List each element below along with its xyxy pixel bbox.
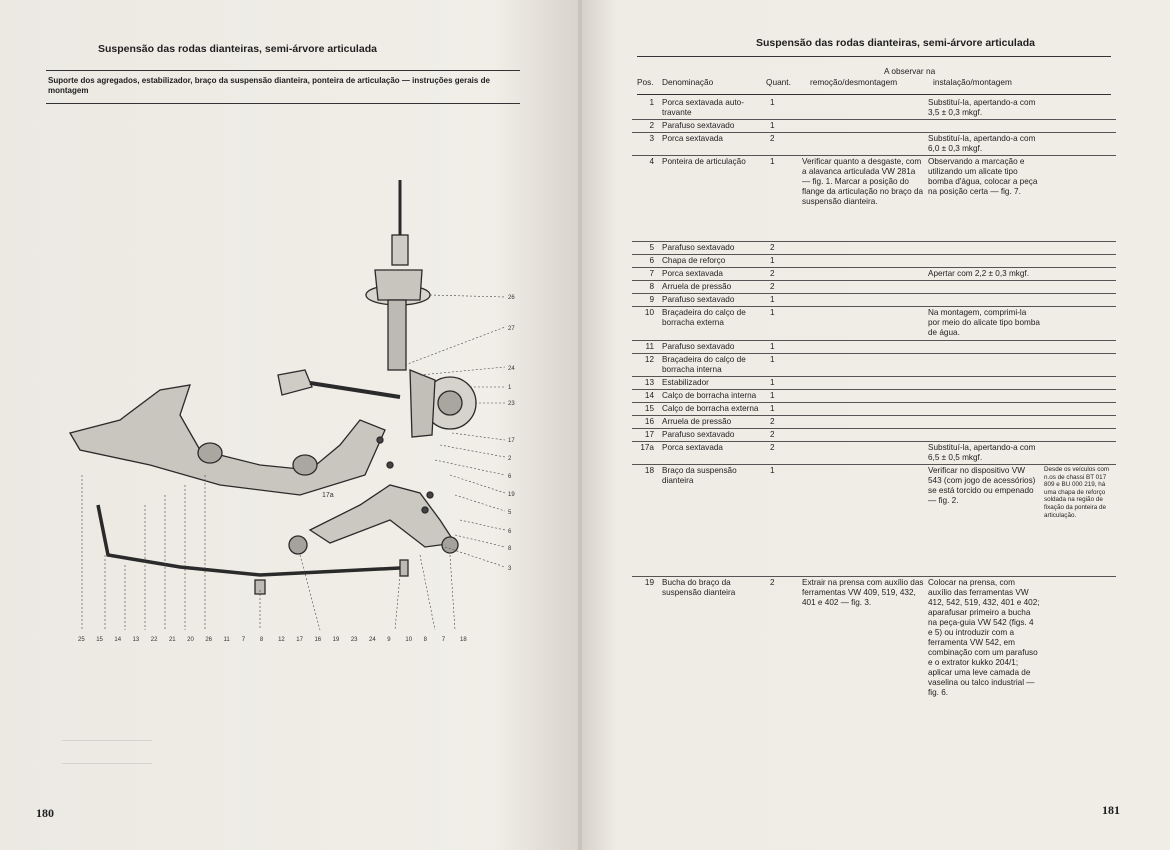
- header-qty: Quant.: [766, 77, 791, 87]
- callout-bottom-6: 20: [187, 637, 194, 643]
- row-removal: [800, 294, 926, 307]
- callout-bottom-21: 18: [460, 637, 467, 643]
- row-pos: 3: [632, 133, 660, 156]
- row-removal: [800, 268, 926, 281]
- table-row: [632, 255, 1116, 268]
- row-install: [926, 377, 1042, 390]
- row-qty: 1: [768, 255, 800, 268]
- row-name: Estabilizador: [660, 377, 768, 390]
- row-removal: Verificar quanto a desgaste, com a alavanca articulada VW 281a — fig. 1. Marcar a posição do flange da articulação no braço da suspensão dianteira.: [800, 156, 926, 242]
- row-pos: 1: [632, 97, 660, 120]
- table-row: [632, 97, 1116, 120]
- row-qty: 2: [768, 268, 800, 281]
- table-row: [632, 242, 1116, 255]
- row-name: Porca sextavada auto-travante: [660, 97, 768, 120]
- row-name: Parafuso sextavado: [660, 341, 768, 354]
- callout-bottom-8: 11: [223, 637, 230, 643]
- left-page-number: 180: [36, 806, 54, 820]
- row-pos: 17a: [632, 442, 660, 465]
- row-name: Braçadeira do calço de borracha externa: [660, 307, 768, 341]
- row-qty: 2: [768, 133, 800, 156]
- row-pos: 8: [632, 281, 660, 294]
- callout-bottom-18: 10: [405, 637, 413, 643]
- callout-right-4: 23: [508, 401, 515, 407]
- callout-bottom-2: 14: [114, 637, 122, 643]
- row-install: Apertar com 2,2 ± 0,3 mkgf.: [926, 268, 1042, 281]
- left-page: [0, 0, 580, 850]
- row-install: Substituí-la, apertando-a com 6,0 ± 0,3 mkgf.: [926, 133, 1042, 156]
- row-name: Braçadeira do calço de borracha interna: [660, 354, 768, 377]
- table-row: [632, 156, 1116, 242]
- callout-right-10: 6: [508, 529, 512, 535]
- row-pos: 10: [632, 307, 660, 341]
- header-name: Denominação: [662, 77, 714, 87]
- callout-right-7: 6: [508, 474, 512, 480]
- row-pos: 11: [632, 341, 660, 354]
- parts-table: [632, 97, 1116, 727]
- callout-bottom-9: 7: [241, 637, 246, 643]
- row-pos: 13: [632, 377, 660, 390]
- row-install: Observando a marcação e utilizando um alicate tipo bomba d'água, colocar a peça na posição certa — fig. 7.: [926, 156, 1042, 242]
- row-removal: [800, 354, 926, 377]
- table-row: [632, 390, 1116, 403]
- row-qty: 1: [768, 403, 800, 416]
- row-name: Bucha do braço da suspensão dianteira: [662, 578, 736, 597]
- row-qty: 1: [768, 156, 800, 242]
- row-name: Calço de borracha externa: [660, 403, 768, 416]
- row-note: [1042, 390, 1116, 403]
- row-removal: [800, 403, 926, 416]
- row-note: [1042, 255, 1116, 268]
- row-removal: [800, 390, 926, 403]
- row-pos: 17: [632, 429, 660, 442]
- row-removal: [800, 133, 926, 156]
- row-note: [1042, 242, 1116, 255]
- row-qty: 1: [768, 97, 800, 120]
- callout-bottom-15: 23: [350, 637, 358, 643]
- row-note: [1042, 577, 1116, 727]
- row-name: Parafuso sextavado: [660, 242, 768, 255]
- row-pos: 6: [632, 255, 660, 268]
- callout-bottom-17: 9: [387, 637, 391, 643]
- left-page-subtitle: Suporte dos agregados, estabilizador, braço da suspensão dianteira, ponteira de articulação — instruções gerais de montagem: [48, 76, 490, 95]
- row-qty: 1: [768, 377, 800, 390]
- row-pos: 7: [632, 268, 660, 281]
- row-note: [1042, 341, 1116, 354]
- row-qty: 1: [768, 341, 800, 354]
- strut-drawing: [70, 180, 476, 594]
- exploded-suspension-diagram: [60, 175, 530, 655]
- row-qty: 2: [768, 416, 800, 429]
- row-note: [1042, 97, 1116, 120]
- row-removal: [800, 416, 926, 429]
- table-row: [632, 294, 1116, 307]
- row-removal: [800, 97, 926, 120]
- row-pos: 15: [632, 403, 660, 416]
- table-row: [632, 442, 1116, 465]
- header-rule: [637, 94, 1111, 95]
- callout-bottom-19: 8: [423, 637, 427, 643]
- row-note: [1042, 377, 1116, 390]
- row-removal: [800, 255, 926, 268]
- row-qty: 2: [768, 442, 800, 465]
- left-page-title: Suspensão das rodas dianteiras, semi-árvore articulada: [98, 43, 377, 55]
- row-name: Ponteira de articulação: [660, 156, 768, 242]
- row-note: [1042, 281, 1116, 294]
- row-pos: 9: [632, 294, 660, 307]
- row-name: Porca sextavada: [660, 268, 768, 281]
- callout-right-0: 26: [508, 295, 515, 301]
- row-note: [1042, 133, 1116, 156]
- callout-right-2: 24: [508, 366, 515, 372]
- row-note: [1042, 416, 1116, 429]
- row-removal: [800, 429, 926, 442]
- callout-right-3: 1: [508, 385, 512, 391]
- callout-bottom-5: 21: [168, 637, 176, 643]
- table-row: [632, 429, 1116, 442]
- row-qty: 1: [768, 294, 800, 307]
- table-row: [632, 120, 1116, 133]
- callouts-bottom-group: [78, 637, 467, 643]
- callout-right-1: 27: [508, 326, 515, 332]
- callout-bottom-0: 25: [78, 637, 85, 643]
- table-row: [632, 403, 1116, 416]
- callout-bottom-13: 16: [314, 637, 322, 643]
- row-name: Parafuso sextavado: [660, 294, 768, 307]
- right-title-rule: [637, 56, 1111, 57]
- callout-bottom-7: 26: [205, 637, 213, 643]
- row-note: [1042, 403, 1116, 416]
- callout-right-6: 2: [508, 456, 512, 462]
- header-install: instalação/montagem: [933, 77, 1012, 87]
- row-removal: [800, 120, 926, 133]
- table-row: [632, 465, 1116, 577]
- row-pos: 4: [632, 156, 660, 242]
- row-note: Desde os veículos com n.os de chassi BT 017 809 e BU 000 219, há uma chapa de reforço soldada na região de fixação da ponteira de articulação.: [1042, 465, 1116, 577]
- row-name: Parafuso sextavado: [660, 429, 768, 442]
- row-note: [1042, 307, 1116, 341]
- row-name: Braço da suspensão dianteira: [660, 465, 768, 577]
- row-install: [926, 429, 1042, 442]
- callout-right-12: 3: [508, 566, 512, 572]
- callout-bottom-3: 13: [132, 637, 140, 643]
- row-removal: [800, 377, 926, 390]
- table-row: [632, 377, 1116, 390]
- row-pos: 2: [632, 120, 660, 133]
- row-note: [1042, 354, 1116, 377]
- header-removal: remoção/desmontagem: [810, 77, 898, 87]
- table-row: [632, 133, 1116, 156]
- row-name: Porca sextavada: [660, 442, 768, 465]
- left-subtitle-rule: [46, 103, 520, 104]
- row-install: Substituí-la, apertando-a com 3,5 ± 0,3 mkgf.: [926, 97, 1042, 120]
- row-qty: 1: [768, 354, 800, 377]
- table-row: [632, 577, 1116, 727]
- row-qty: 2: [768, 281, 800, 294]
- left-title-rule: [46, 70, 520, 71]
- callout-bottom-16: 24: [369, 637, 376, 643]
- row-install: [926, 354, 1042, 377]
- callout-right-8: 19: [508, 492, 515, 498]
- row-qty: 2: [768, 429, 800, 442]
- row-install: [926, 390, 1042, 403]
- table-row: [632, 307, 1116, 341]
- row-removal: [800, 442, 926, 465]
- table-row: [632, 416, 1116, 429]
- callout-bottom-1: 15: [96, 637, 103, 643]
- row-install: Verificar no dispositivo VW 543 (com jogo de acessórios) se está torcido ou empenado — fig. 2.: [926, 465, 1042, 577]
- table-row: [632, 354, 1116, 377]
- row-install: [926, 120, 1042, 133]
- callout-bottom-12: 17: [296, 637, 303, 643]
- row-pos: 19: [644, 578, 654, 587]
- row-install: [926, 255, 1042, 268]
- row-note: [1042, 268, 1116, 281]
- row-pos: 16: [632, 416, 660, 429]
- row-install: [926, 403, 1042, 416]
- row-qty: 1: [768, 120, 800, 133]
- row-qty: 2: [770, 578, 775, 587]
- callout-17a: 17a: [322, 492, 334, 499]
- row-pos: 18: [632, 465, 660, 577]
- row-install: [926, 242, 1042, 255]
- row-name: Chapa de reforço: [660, 255, 768, 268]
- row-name: Porca sextavada: [660, 133, 768, 156]
- header-observe: A observar na: [884, 66, 936, 76]
- row-note: [1042, 156, 1116, 242]
- callout-bottom-4: 22: [150, 637, 158, 643]
- right-page-number: 181: [1102, 803, 1120, 817]
- row-install: [926, 416, 1042, 429]
- right-page: [582, 0, 1170, 850]
- row-note: [1042, 294, 1116, 307]
- row-pos: 14: [632, 390, 660, 403]
- row-pos: 12: [632, 354, 660, 377]
- callout-bottom-11: 12: [278, 637, 285, 643]
- row-install: Substituí-la, apertando-a com 6,5 ± 0,5 mkgf.: [926, 442, 1042, 465]
- row-removal: [800, 465, 926, 577]
- bleed-through-mark: [62, 740, 152, 764]
- table-row: [632, 268, 1116, 281]
- callout-right-5: 17: [508, 438, 515, 444]
- callout-right-11: 8: [508, 546, 512, 552]
- row-qty: 2: [768, 242, 800, 255]
- row-name: Calço de borracha interna: [660, 390, 768, 403]
- row-name: Parafuso sextavado: [660, 120, 768, 133]
- header-pos: Pos.: [637, 77, 654, 87]
- row-install: Colocar na prensa, com auxílio das ferramentas VW 412, 542, 519, 432, 401 e 402; aparafusar primeiro a bucha na peça-guia VW 542 (figs. 4 e 5) ou introduzir com a ferramenta VW 542, em combinação com um parafuso e o extrator kukko 204/1; aplicar uma leve camada de vaselina ou talco industrial — fig. 6.: [928, 578, 1040, 697]
- callout-bottom-14: 19: [332, 637, 340, 643]
- row-install: [926, 281, 1042, 294]
- row-removal: [800, 242, 926, 255]
- right-page-title: Suspensão das rodas dianteiras, semi-árvore articulada: [756, 37, 1035, 49]
- callout-right-9: 5: [508, 510, 512, 516]
- callouts-right-group: [508, 295, 515, 572]
- row-note: [1042, 429, 1116, 442]
- row-install: Na montagem, comprimi-la por meio do alicate tipo bomba de água.: [926, 307, 1042, 341]
- row-removal: Extrair na prensa com auxílio das ferramentas VW 409, 519, 432, 401 e 402 — fig. 3.: [802, 578, 924, 607]
- row-removal: [800, 341, 926, 354]
- row-removal: [800, 307, 926, 341]
- row-note: [1042, 442, 1116, 465]
- row-qty: 1: [768, 465, 800, 577]
- row-note: [1042, 120, 1116, 133]
- row-install: [926, 341, 1042, 354]
- row-qty: 1: [768, 307, 800, 341]
- callout-bottom-10: 8: [259, 637, 264, 643]
- row-pos: 5: [632, 242, 660, 255]
- row-qty: 1: [768, 390, 800, 403]
- row-name: Arruela de pressão: [660, 416, 768, 429]
- table-row: [632, 341, 1116, 354]
- row-install: [926, 294, 1042, 307]
- row-removal: [800, 281, 926, 294]
- table-row: [632, 281, 1116, 294]
- callout-bottom-20: 7: [441, 637, 446, 643]
- row-name: Arruela de pressão: [660, 281, 768, 294]
